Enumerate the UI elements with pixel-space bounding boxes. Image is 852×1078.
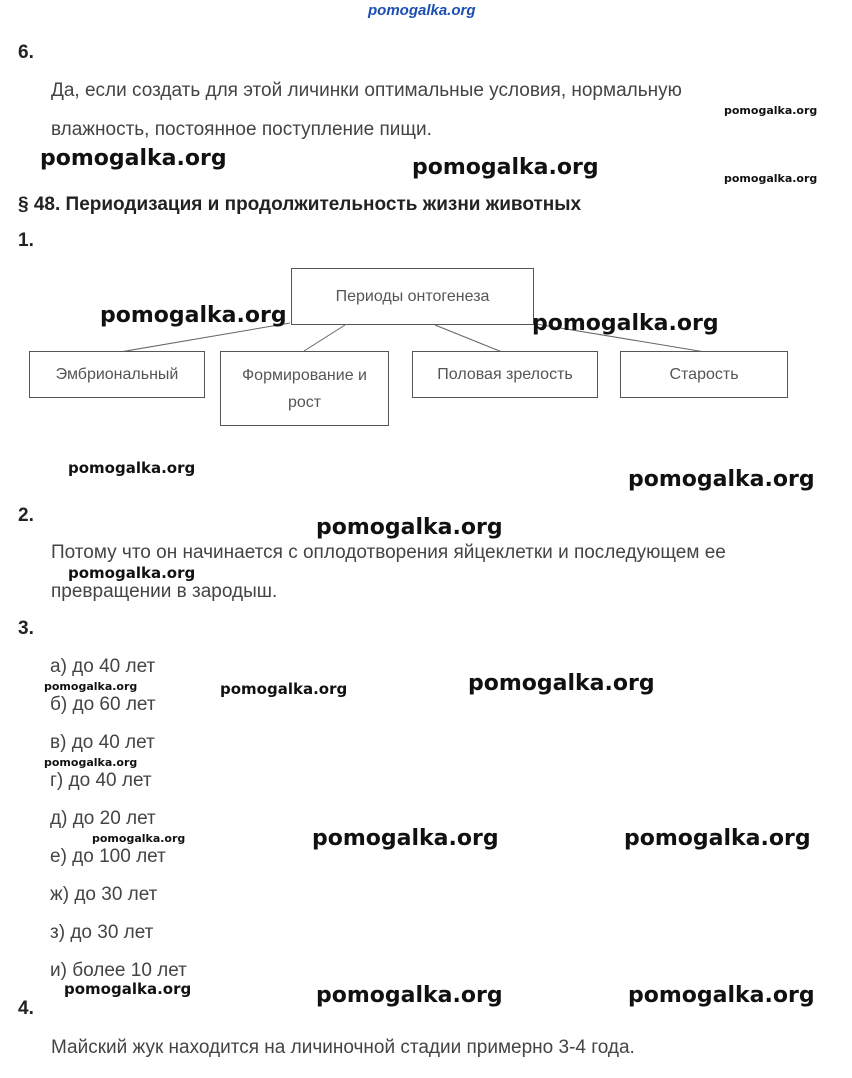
question-3-number: 3. xyxy=(18,618,34,639)
watermark: pomogalka.org xyxy=(44,680,138,693)
answer-item: з) до 30 лет xyxy=(50,922,154,943)
watermark: pomogalka.org xyxy=(68,459,196,477)
watermark: pomogalka.org xyxy=(628,983,815,1008)
watermark: pomogalka.org xyxy=(624,826,811,851)
watermark: pomogalka.org xyxy=(64,980,192,998)
watermark: pomogalka.org xyxy=(100,303,287,328)
watermark: pomogalka.org xyxy=(44,756,138,769)
watermark: pomogalka.org xyxy=(724,104,818,117)
question-4-number: 4. xyxy=(18,998,34,1019)
diagram-box-growth: Формирование и рост xyxy=(220,351,389,426)
watermark: pomogalka.org xyxy=(40,146,227,171)
answer-item: е) до 100 лет xyxy=(50,846,166,867)
watermark: pomogalka.org xyxy=(68,564,196,582)
connector-maturity xyxy=(435,325,502,352)
watermark: pomogalka.org xyxy=(532,311,719,336)
question-2-line-1: Потому что он начинается с оплодотворения яйцеклетки и последующем ее xyxy=(51,542,726,563)
answer-item: б) до 60 лет xyxy=(50,694,156,715)
watermark: pomogalka.org xyxy=(468,671,655,696)
connector-growth xyxy=(304,325,345,351)
watermark: pomogalka.org xyxy=(316,515,503,540)
question-1-number: 1. xyxy=(18,230,34,251)
watermark: pomogalka.org xyxy=(92,832,186,845)
question-6-line-2: влажность, постоянное поступление пищи. xyxy=(51,119,432,140)
question-2-line-2: превращении в зародыш. xyxy=(51,581,278,602)
watermark: pomogalka.org xyxy=(724,172,818,185)
diagram-root-box: Периоды онтогенеза xyxy=(291,268,534,325)
answer-item: д) до 20 лет xyxy=(50,808,156,829)
watermark: pomogalka.org xyxy=(412,155,599,180)
answer-item: в) до 40 лет xyxy=(50,732,155,753)
question-2-number: 2. xyxy=(18,505,34,526)
watermark: pomogalka.org xyxy=(312,826,499,851)
diagram-box-old-age: Старость xyxy=(620,351,788,398)
question-6-number: 6. xyxy=(18,42,34,63)
watermark: pomogalka.org xyxy=(220,680,348,698)
answer-item: ж) до 30 лет xyxy=(50,884,158,905)
answer-item: г) до 40 лет xyxy=(50,770,152,791)
diagram-box-maturity: Половая зрелость xyxy=(412,351,598,398)
answer-item: а) до 40 лет xyxy=(50,656,156,677)
watermark: pomogalka.org xyxy=(628,467,815,492)
question-4-text: Майский жук находится на личиночной стадии примерно 3-4 года. xyxy=(51,1037,635,1058)
section-heading: § 48. Периодизация и продолжительность жизни животных xyxy=(18,194,582,215)
answer-item: и) более 10 лет xyxy=(50,960,187,981)
diagram-box-embryonic: Эмбриональный xyxy=(29,351,205,398)
watermark: pomogalka.org xyxy=(316,983,503,1008)
question-6-line-1: Да, если создать для этой личинки оптимальные условия, нормальную xyxy=(51,80,682,101)
site-watermark: pomogalka.org xyxy=(368,2,476,19)
